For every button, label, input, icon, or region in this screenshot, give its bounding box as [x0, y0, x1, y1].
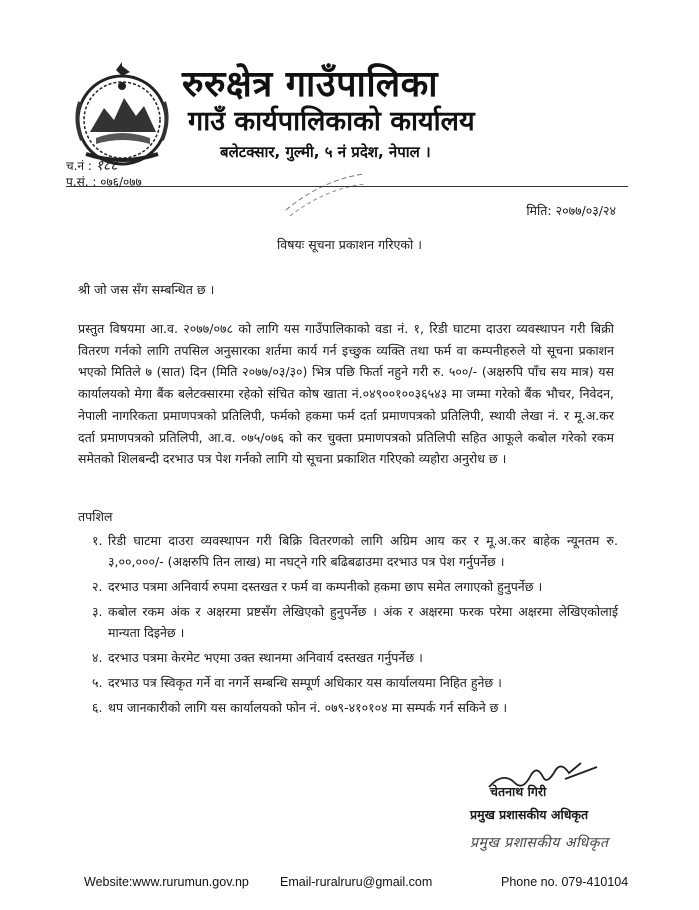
conditions-list: [78, 530, 618, 722]
nepal-emblem-icon: [66, 62, 178, 170]
condition-item: ५. दरभाउ पत्र स्विकृत गर्ने वा नगर्ने सम्बन्धि सम्पूर्ण अधिकार यस कार्यालयमा निहित हुनेछ ।: [92, 675, 502, 690]
body-paragraph: प्रस्तुत विषयमा आ.व. २०७७/०७८ को लागि यस गाउँपालिकाको वडा नं. १, रिडी घाटमा दाउरा व्यवस्थापन गरी बिक्री वितरण गर्नको लागि तपसिल अनुसारका शर्तमा कार्य गर्न इच्छुक व्यक्ति तथा फर्म वा कम्पनीहरुले यो सूचना प्रकाशन भएको मितिले ७ (सात) दिन (मिति २०७७/०३/३०) भित्र पछि फिर्ता नहुने गरी रु. ५००/- (अक्षरुपि पाँच सय मात्र) यस कार्यालयको मेगा बैंक बलेटक्सारमा रहेको संचित कोष खाता नं.०४९००१००३६५४३ मा जम्मा गरेको बैंक भौचर, निवेदन, नेपाली नागरिकता प्रमाणपत्रको प्रतिलिपी, फर्मको हकमा फर्म दर्ता प्रमाणपत्रको प्रतिलिपी, स्थायी लेखा नं. र मू.अ.कर दर्ता प्रमाणपत्रको प्रतिलिपी, आ.व. ०७५/०७६ को कर चुक्ता प्रमाणपत्रको प्रतिलिपी सहित आफूले कबोल गरेको रकम समेतको शिलबन्दी दरभाउ पत्र पेश गर्नको लागि यो सूचना प्रकाशित गरिएको व्यहोरा अनुरोध छ ।: [78, 321, 614, 467]
footer-website[interactable]: Website:www.rurumun.gov.np: [84, 875, 249, 889]
fiscal-year-value: ०७६/०७७: [100, 175, 142, 189]
dispatch-number-label: च.नं :: [66, 159, 92, 173]
header-divider: [66, 186, 628, 187]
conditions-title: तपशिल: [78, 509, 113, 524]
fiscal-year-label: प.सं. :: [66, 175, 97, 189]
footer-phone: Phone no. 079-410104: [501, 875, 629, 889]
office-seal-stamp-icon: [282, 170, 368, 216]
fiscal-year-reference: [66, 173, 142, 190]
organization-name: रुरुक्षेत्र गाउँपालिका: [182, 64, 439, 105]
dispatch-number-value: १८८: [95, 158, 118, 174]
signatory-stamp: प्रमुख प्रशासकीय अधिकृत: [470, 835, 609, 851]
signatory-name: चेतनाथ गिरी: [490, 784, 547, 799]
letter-date: मिति: २०७७/०३/२४: [526, 203, 616, 218]
condition-item: ६. थप जानकारीको लागि यस कार्यालयको फोन नं. ०७९-४१०१०४ मा सम्पर्क गर्न सकिने छ ।: [92, 700, 508, 715]
condition-item: ३. कबोल रकम अंक र अक्षरमा प्रष्टसँग लेखिएको हुनुपर्नेछ । अंक र अक्षरमा फरक परेमा अक्षरमा लेखिएकोलाई मान्यता दिइनेछ ।: [92, 604, 618, 640]
condition-item: २. दरभाउ पत्रमा अनिवार्य रुपमा दस्तखत र फर्म वा कम्पनीको हकमा छाप समेत लगाएको हुनुपर्नेछ ।: [92, 579, 543, 594]
office-address: बलेटक्सार, गुल्मी, ५ नं प्रदेश, नेपाल ।: [220, 143, 431, 161]
office-name: गाउँ कार्यपालिकाको कार्यालय: [188, 106, 475, 137]
letter-subject: विषयः सूचना प्रकाशन गरिएको ।: [277, 237, 422, 252]
signatory-title: प्रमुख प्रशासकीय अधिकृत: [470, 807, 589, 822]
condition-item: ४. दरभाउ पत्रमा केरमेट भएमा उक्त स्थानमा अनिवार्य दस्तखत गर्नुपर्नेछ ।: [92, 650, 423, 665]
condition-item: १. रिडी घाटमा दाउरा व्यवस्थापन गरी बिक्रि वितरणको लागि अग्रिम आय कर र मू.अ.कर बाहेक न्यूनतम रु. ३,००,०००/- (अक्षरुपि तिन लाख) मा नघट्ने गरि बढिबढाउमा दरभाउ पत्र पेश गर्नुपर्नेछ ।: [92, 533, 618, 569]
footer-email[interactable]: Email-ruralruru@gmail.com: [280, 875, 433, 889]
salutation: श्री जो जस सँग सम्बन्धित छ ।: [78, 282, 215, 297]
